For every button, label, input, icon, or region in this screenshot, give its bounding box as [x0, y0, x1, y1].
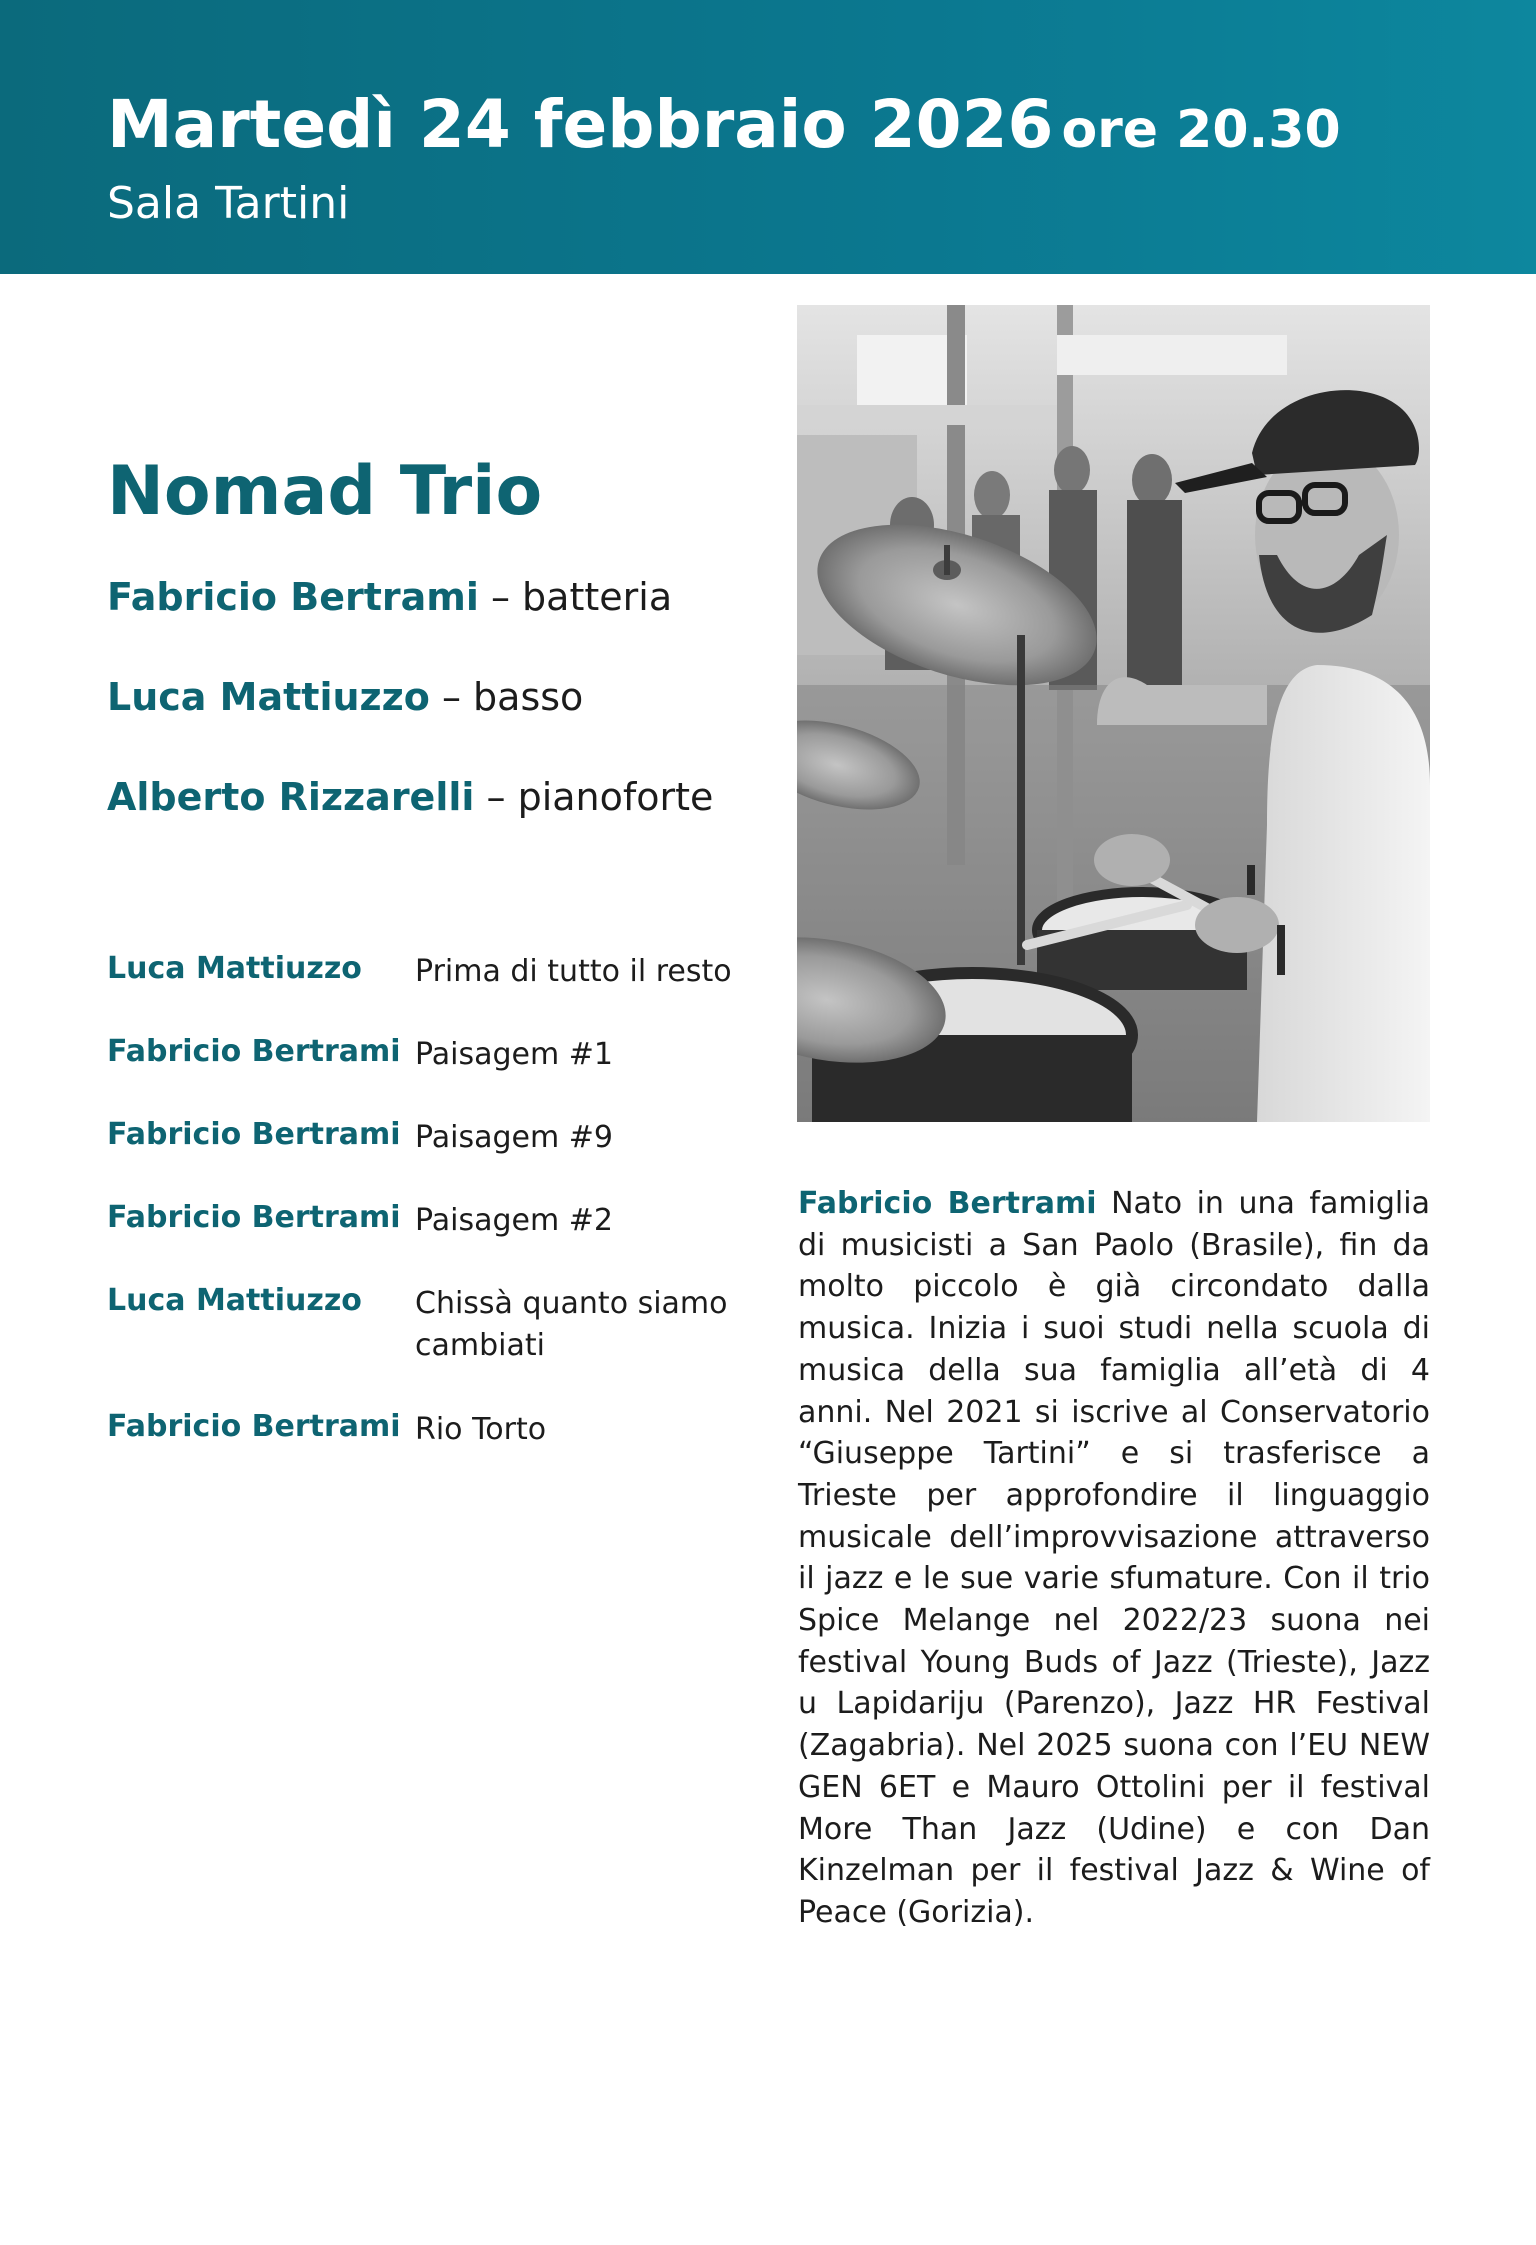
event-time: ore 20.30: [1061, 100, 1341, 160]
program-piece: Rio Torto: [415, 1412, 547, 1447]
performer-photo: [797, 305, 1430, 1122]
program-piece: Prima di tutto il resto: [415, 954, 732, 989]
event-venue: Sala Tartini: [107, 178, 350, 229]
program-composer: Fabricio Bertrami: [107, 1200, 401, 1235]
program-piece: Paisagem #1: [415, 1037, 613, 1072]
bio-name: Fabricio Bertrami: [798, 1186, 1097, 1221]
drummer-photo-illustration: [797, 305, 1430, 1122]
program-piece: Paisagem #2: [415, 1203, 613, 1238]
program-composer: Fabricio Bertrami: [107, 1034, 401, 1069]
member-line: [107, 575, 672, 619]
member-role: – batteria: [490, 575, 673, 619]
program-composer: Fabricio Bertrami: [107, 1117, 401, 1152]
performer-bio: [798, 1183, 1430, 1934]
program-composer: Fabricio Bertrami: [107, 1409, 401, 1444]
event-date: [107, 86, 1341, 163]
program-composer: Luca Mattiuzzo: [107, 1283, 362, 1318]
member-name: Fabricio Bertrami: [107, 575, 479, 619]
program-composer: Luca Mattiuzzo: [107, 951, 362, 986]
program-piece: Paisagem #9: [415, 1120, 613, 1155]
program-piece: Chissà quanto siamo cambiati: [415, 1286, 728, 1363]
bio-text: Nato in una famiglia di musicisti a San Paolo (Brasile), fin da molto piccolo è già circondato dalla musica. Inizia i suoi studi nella scuola di musica della sua famiglia all’età di 4 anni. Nel 2021 si iscrive al Conservatorio “Giuseppe Tartini” e si trasferisce a Trieste per approfondire il linguaggio musicale dell’improvvisazione attraverso il jazz e le sue varie sfumature. Con il trio Spice Melange nel 2022/23 suona nei festival Young Buds of Jazz (Trieste), Jazz u Lapidariju (Parenzo), Jazz HR Festival (Zagabria). Nel 2025 suona con l’EU NEW GEN 6ET e Mauro Ottolini per il festival More Than Jazz (Udine) e con Dan Kinzelman per il festival Jazz & Wine of Peace (Gorizia).: [798, 1186, 1430, 1930]
ensemble-title: Nomad Trio: [107, 452, 543, 531]
member-role: – pianoforte: [486, 775, 714, 819]
member-role: – basso: [441, 675, 584, 719]
event-date-text: Martedì 24 febbraio 2026: [107, 86, 1054, 163]
event-header: [0, 0, 1536, 274]
member-line: [107, 775, 713, 819]
member-line: [107, 675, 583, 719]
member-name: Luca Mattiuzzo: [107, 675, 430, 719]
member-name: Alberto Rizzarelli: [107, 775, 475, 819]
